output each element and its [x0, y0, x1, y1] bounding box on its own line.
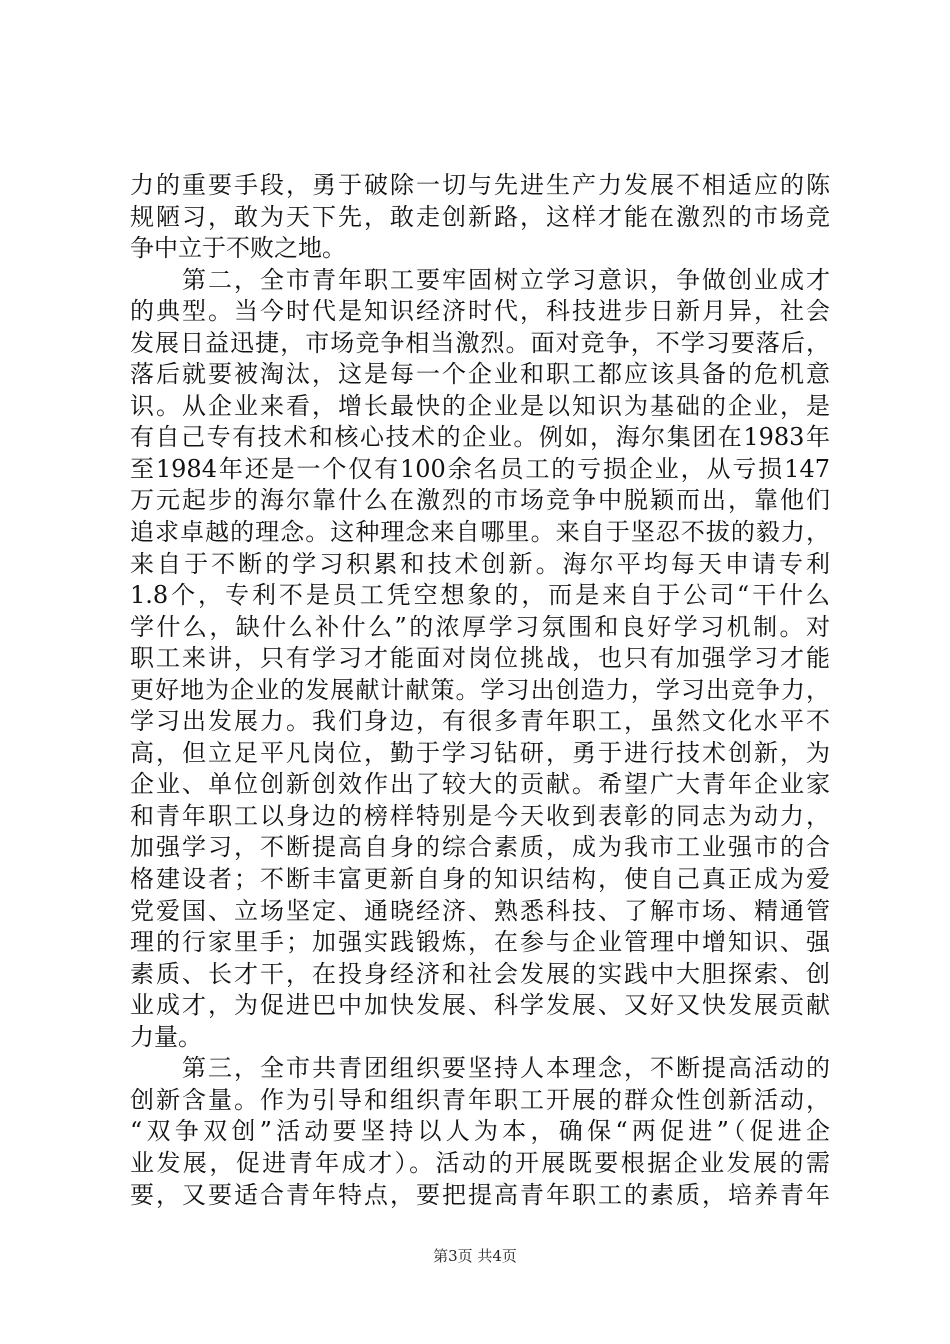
text-line: 学什么，缺什么补什么”的浓厚学习氛围和良好学习机制。对 — [130, 612, 830, 641]
text-line: 要，又要适合青年特点，要把提高青年职工的素质，培养青年 — [130, 1180, 830, 1209]
text-line: 发展日益迅捷，市场竞争相当激烈。面对竞争，不学习要落后， — [130, 328, 830, 357]
body-text — [130, 170, 830, 1211]
text-line: 党爱国、立场坚定、通晓经济、熟悉科技、了解市场、精通管 — [130, 896, 830, 925]
text-line: 追求卓越的理念。这种理念来自哪里。来自于坚忍不拔的毅力， — [130, 518, 830, 547]
text-line: 第二，全市青年职工要牢固树立学习意识，争做创业成才 — [130, 265, 830, 294]
text-line: 业成才，为促进巴中加快发展、科学发展、又好又快发展贡献 — [130, 991, 830, 1020]
text-line: 高，但立足平凡岗位，勤于学习钻研，勇于进行技术创新，为 — [130, 738, 830, 767]
text-line: 的典型。当今时代是知识经济时代，科技进步日新月异，社会 — [130, 297, 830, 326]
text-line: 和青年职工以身边的榜样特别是今天收到表彰的同志为动力， — [130, 801, 830, 830]
text-line: 识。从企业来看，增长最快的企业是以知识为基础的企业，是 — [130, 391, 830, 420]
text-line: 素质、长才干，在投身经济和社会发展的实践中大胆探索、创 — [130, 959, 830, 988]
text-line: 规陋习，敢为天下先，敢走创新路，这样才能在激烈的市场竞 — [130, 202, 830, 231]
text-line: 学习出发展力。我们身边，有很多青年职工，虽然文化水平不 — [130, 707, 830, 736]
text-line: 落后就要被淘汰，这是每一个企业和职工都应该具备的危机意 — [130, 360, 830, 389]
text-line: 理的行家里手；加强实践锻炼，在参与企业管理中增知识、强 — [130, 928, 830, 957]
text-line: 加强学习，不断提高自身的综合素质，成为我市工业强市的合 — [130, 833, 830, 862]
text-line: 1.8个，专利不是员工凭空想象的，而是来自于公司“干什么 — [130, 581, 830, 610]
text-line: 万元起步的海尔靠什么在激烈的市场竞争中脱颖而出，靠他们 — [130, 486, 830, 515]
text-line: 力的重要手段，勇于破除一切与先进生产力发展不相适应的陈 — [130, 171, 830, 199]
text-line: 来自于不断的学习积累和技术创新。海尔平均每天申请专利 — [130, 549, 830, 578]
text-line: 格建设者；不断丰富更新自身的知识结构，使自己真正成为爱 — [130, 865, 830, 894]
text-line: 争中立于不败之地。 — [130, 234, 346, 263]
text-line: 职工来讲，只有学习才能面对岗位挑战，也只有加强学习才能 — [130, 644, 830, 673]
text-line: 业发展，促进青年成才）。活动的开展既要根据企业发展的需 — [130, 1148, 830, 1177]
text-line: “双争双创”活动要坚持以人为本，确保“两促进”（促进企 — [130, 1117, 830, 1146]
page-footer: 第3页 共4页 — [433, 1247, 517, 1265]
text-line: 企业、单位创新创效作出了较大的贡献。希望广大青年企业家 — [130, 770, 830, 799]
text-line: 有自己专有技术和核心技术的企业。例如，海尔集团在1983年 — [130, 423, 830, 452]
text-line: 至1984年还是一个仅有100余名员工的亏损企业，从亏损147 — [130, 454, 830, 483]
text-line: 创新含量。作为引导和组织青年职工开展的群众性创新活动， — [130, 1085, 830, 1114]
text-line: 力量。 — [130, 1022, 202, 1051]
text-line: 更好地为企业的发展献计献策。学习出创造力，学习出竞争力， — [130, 675, 830, 704]
text-line: 第三，全市共青团组织要坚持人本理念，不断提高活动的 — [130, 1054, 830, 1083]
